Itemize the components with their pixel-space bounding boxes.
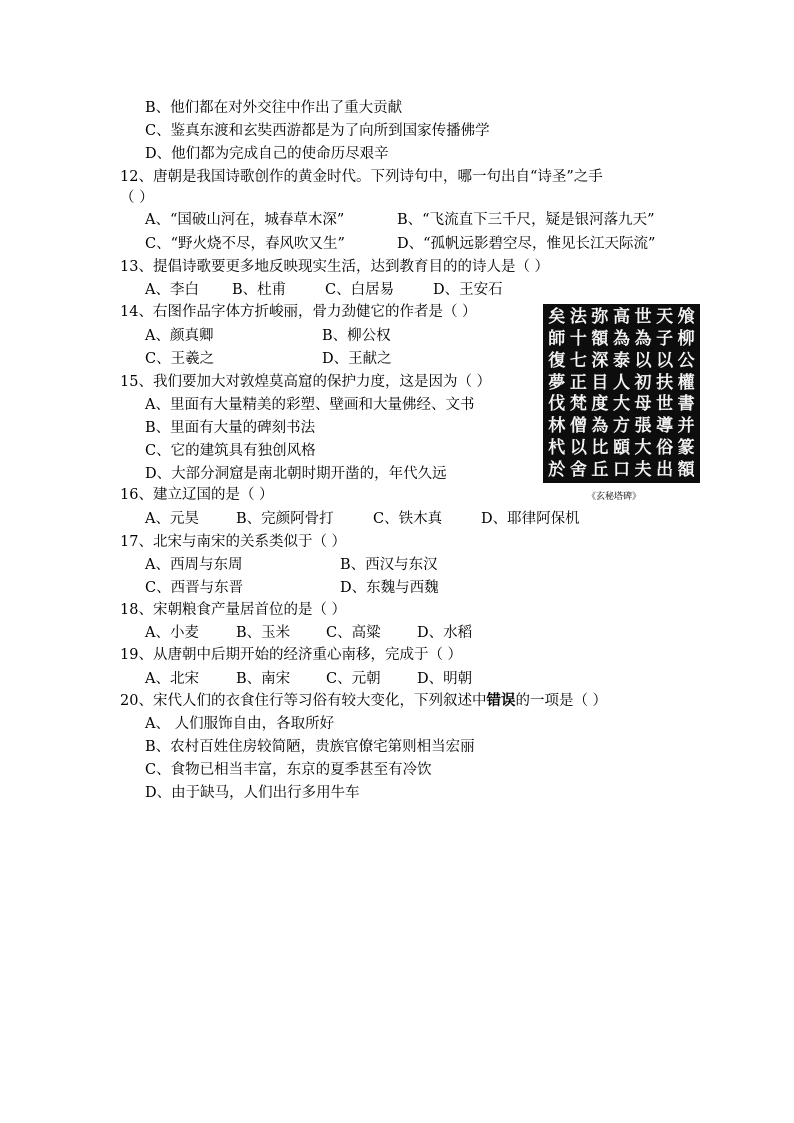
- rubbing-character: 矣: [548, 306, 566, 327]
- q16-option-c: C、铁木真: [373, 511, 443, 527]
- rubbing-character: 并: [677, 416, 695, 437]
- q20-stem-pre: 20、宋代人们的衣食住行等习俗有较大变化，下列叙述中: [120, 693, 487, 709]
- rubbing-character: 正: [569, 372, 587, 393]
- q19-option-c: C、元朝: [326, 671, 381, 687]
- q20-stem-emphasis: 错误: [486, 692, 516, 709]
- q13-option-c: C、白居易: [325, 282, 395, 298]
- rubbing-character: 俗: [656, 438, 674, 459]
- rubbing-character: 為: [612, 328, 630, 349]
- rubbing-character: 以: [569, 438, 587, 459]
- rubbing-column: [570, 306, 587, 481]
- q12-option-b: B、“飞流直下三千尺，疑是银河落九天”: [397, 212, 655, 228]
- prev-option-d: D、他们都为完成自己的使命历尽艰辛: [145, 146, 389, 162]
- rubbing-character: 十: [569, 328, 587, 349]
- rubbing-character: 師: [548, 328, 566, 349]
- rubbing-character: 目: [591, 372, 609, 393]
- rubbing-character: 導: [656, 416, 674, 437]
- q20-stem: [120, 692, 607, 710]
- rubbing-column: [635, 306, 652, 481]
- q20-option-d: D、由于缺马，人们出行多用牛车: [145, 785, 360, 801]
- rubbing-character: 方: [612, 416, 630, 437]
- q20-option-c: C、食物已相当丰富，东京的夏季甚至有冷饮: [145, 762, 432, 778]
- q13-option-d: D、王安石: [433, 282, 503, 298]
- q12-stem: 12、唐朝是我国诗歌创作的黄金时代。下列诗句中，哪一句出自“诗圣”之手: [120, 169, 603, 185]
- q18-option-c: C、高粱: [326, 625, 381, 641]
- rubbing-character: 伐: [548, 394, 566, 415]
- prev-option-c: C、鉴真东渡和玄奘西游都是为了向所到国家传播佛学: [145, 123, 490, 139]
- rubbing-character: 世: [656, 394, 674, 415]
- q17-option-c: C、西晋与东晋: [145, 580, 244, 596]
- rubbing-character: 口: [612, 460, 630, 481]
- rubbing-character: 初: [634, 372, 652, 393]
- q17-option-d: D、东魏与西魏: [340, 580, 439, 596]
- q18-option-b: B、玉米: [236, 625, 291, 641]
- q14-option-a: A、颜真卿: [145, 328, 214, 344]
- q15-stem: 15、我们要加大对敦煌莫高窟的保护力度，这是因为（ ）: [120, 374, 492, 390]
- rubbing-character: 權: [677, 372, 695, 393]
- q16-option-b: B、完颜阿骨打: [236, 511, 334, 527]
- rubbing-column: [548, 306, 565, 481]
- q14-option-c: C、王羲之: [145, 351, 215, 367]
- rubbing-character: 夢: [548, 372, 566, 393]
- rubbing-character: 大: [634, 438, 652, 459]
- rubbing-character: 扶: [656, 372, 674, 393]
- q20-option-a: A、 人们服饰自由，各取所好: [145, 716, 335, 732]
- rubbing-character: 以: [656, 350, 674, 371]
- rubbing-character: 人: [612, 372, 630, 393]
- q19-option-d: D、明朝: [417, 671, 473, 687]
- rubbing-character: 於: [548, 460, 566, 481]
- q13-stem: 13、提倡诗歌要更多地反映现实生活，达到教育目的的诗人是（ ）: [120, 259, 550, 275]
- rubbing-character: 母: [634, 394, 652, 415]
- rubbing-column: [613, 306, 630, 481]
- rubbing-character: 弥: [591, 306, 609, 327]
- rubbing-character: 子: [656, 328, 674, 349]
- rubbing-character: 出: [656, 460, 674, 481]
- rubbing-character: 僧: [569, 416, 587, 437]
- rubbing-character: 世: [634, 306, 652, 327]
- q20-stem-post: 的一项是（ ）: [515, 693, 608, 709]
- q19-option-a: A、北宋: [145, 671, 199, 687]
- rubbing-character: 七: [569, 350, 587, 371]
- q16-stem: 16、建立辽国的是（ ）: [120, 487, 274, 503]
- q14-option-d: D、王献之: [322, 351, 392, 367]
- rubbing-character: 大: [612, 394, 630, 415]
- rubbing-character: 泰: [612, 350, 630, 371]
- q17-option-b: B、西汉与东汉: [340, 557, 438, 573]
- q18-option-d: D、水稻: [417, 625, 473, 641]
- rubbing-character: 舍: [569, 460, 587, 481]
- rubbing-character: 柳: [677, 328, 695, 349]
- rubbing-character: 復: [548, 350, 566, 371]
- q14-option-b: B、柳公权: [322, 328, 391, 344]
- q12-paren: （ ）: [120, 190, 154, 206]
- rubbing-character: 張: [634, 416, 652, 437]
- rubbing-character: 夫: [634, 460, 652, 481]
- q12-option-a: A、“国破山河在，城春草木深”: [145, 212, 345, 228]
- q20-option-b: B、农村百姓住房较简陋，贵族官僚宅第则相当宏丽: [145, 739, 475, 755]
- rubbing-column: [656, 306, 673, 481]
- q15-option-c: C、它的建筑具有独创风格: [145, 443, 316, 459]
- rubbing-character: 頤: [612, 438, 630, 459]
- prev-option-b: B、他们都在对外交往中作出了重大贡献: [145, 100, 403, 116]
- q17-stem: 17、北宋与南宋的关系类似于（ ）: [120, 534, 347, 550]
- q18-option-a: A、小麦: [145, 625, 199, 641]
- rubbing-character: 丘: [591, 460, 609, 481]
- q15-option-b: B、里面有大量的碑刻书法: [145, 420, 316, 436]
- rubbing-character: 杙: [548, 438, 566, 459]
- calligraphy-rubbing-image: [543, 304, 700, 483]
- q14-stem: 14、右图作品字体方折峻丽，骨力劲健它的作者是（ ）: [120, 304, 477, 320]
- q16-option-a: A、元昊: [145, 511, 199, 527]
- rubbing-character: 為: [591, 416, 609, 437]
- rubbing-character: 額: [677, 460, 695, 481]
- q16-option-d: D、耶律阿保机: [481, 511, 580, 527]
- q15-option-a: A、里面有大量精美的彩塑、壁画和大量佛经、文书: [145, 397, 475, 413]
- rubbing-character: 為: [634, 328, 652, 349]
- figure-caption: 《玄秘塔碑》: [587, 492, 642, 502]
- rubbing-character: 度: [591, 394, 609, 415]
- q17-option-a: A、西周与东周: [145, 557, 243, 573]
- q18-stem: 18、宋朝粮食产量居首位的是（ ）: [120, 602, 347, 618]
- q19-option-b: B、南宋: [236, 671, 291, 687]
- rubbing-column: [591, 306, 608, 481]
- rubbing-character: 天: [656, 306, 674, 327]
- rubbing-character: 書: [677, 394, 695, 415]
- rubbing-character: 以: [634, 350, 652, 371]
- rubbing-character: 比: [591, 438, 609, 459]
- q12-option-c: C、“野火烧不尽，春风吹又生”: [145, 236, 345, 252]
- q15-option-d: D、大部分洞窟是南北朝时期开凿的，年代久远: [145, 466, 447, 482]
- q19-stem: 19、从唐朝中后期开始的经济重心南移，完成于（ ）: [120, 647, 463, 663]
- rubbing-column: [678, 306, 695, 481]
- rubbing-character: 林: [548, 416, 566, 437]
- rubbing-character: 篆: [677, 438, 695, 459]
- rubbing-character: 額: [591, 328, 609, 349]
- rubbing-character: 深: [591, 350, 609, 371]
- q13-option-b: B、杜甫: [232, 282, 287, 298]
- rubbing-character: 高: [612, 306, 630, 327]
- rubbing-character: 法: [569, 306, 587, 327]
- q13-option-a: A、李白: [145, 282, 199, 298]
- q12-option-d: D、“孤帆远影碧空尽，惟见长江天际流”: [397, 236, 656, 252]
- rubbing-character: 飧: [677, 306, 695, 327]
- rubbing-character: 梵: [569, 394, 587, 415]
- rubbing-character: 公: [677, 350, 695, 371]
